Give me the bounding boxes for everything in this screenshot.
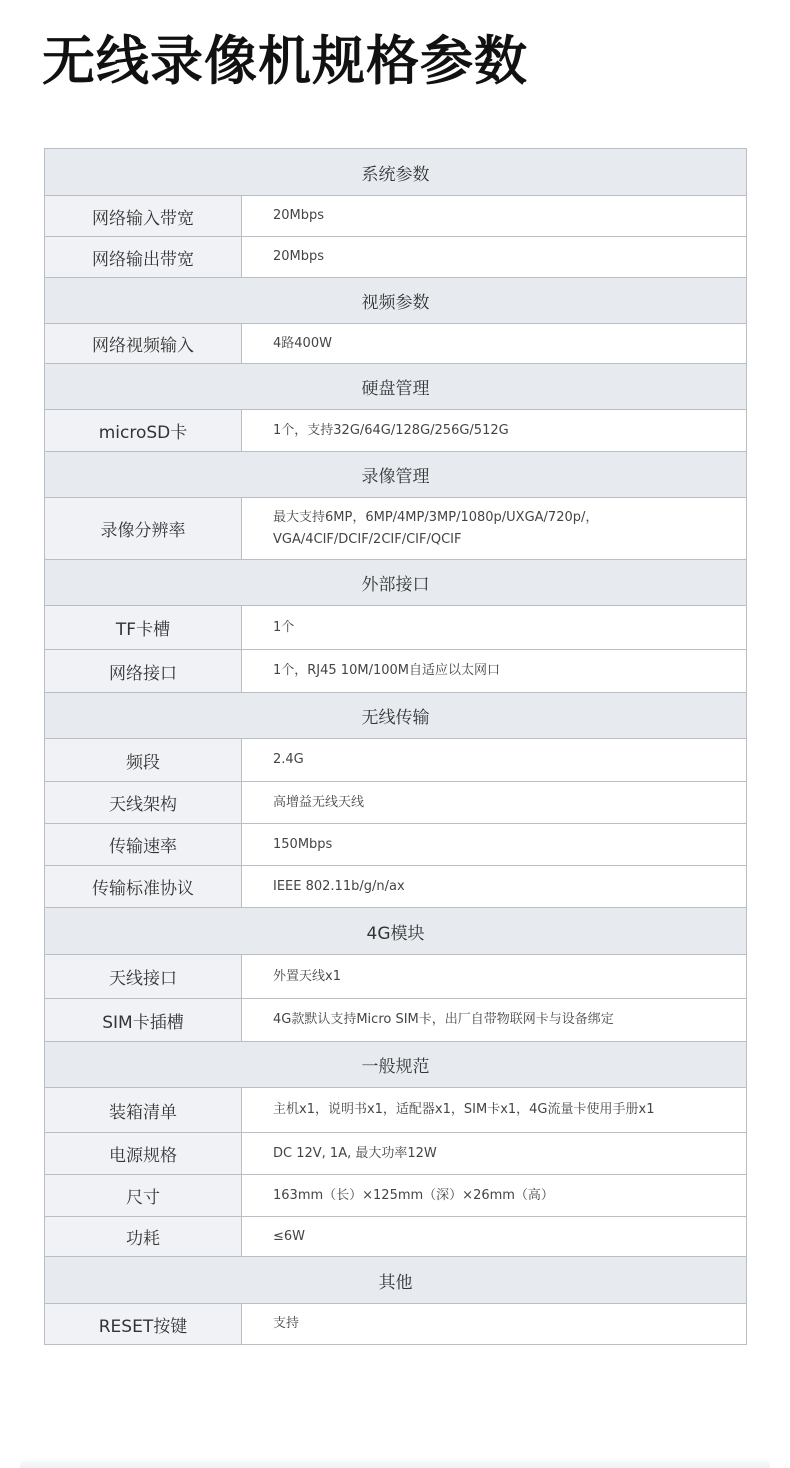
row-value: 2.4G	[242, 739, 747, 782]
table-row	[45, 955, 747, 999]
table-row	[45, 650, 747, 693]
table-row	[45, 1175, 747, 1217]
table-row	[45, 498, 747, 560]
row-value: 20Mbps	[242, 237, 747, 278]
table-row	[45, 782, 747, 824]
bottom-decoration	[20, 1458, 770, 1468]
row-value: 1个，支持32G/64G/128G/256G/512G	[242, 410, 747, 452]
row-label: 装箱清单	[45, 1088, 242, 1133]
row-value	[242, 498, 747, 560]
table-row	[45, 1133, 747, 1175]
section-header: 视频参数	[45, 278, 747, 324]
row-value: 150Mbps	[242, 824, 747, 866]
row-value: 支持	[242, 1304, 747, 1345]
row-value: 4G款默认支持Micro SIM卡，出厂自带物联网卡与设备绑定	[242, 999, 747, 1042]
row-label: 录像分辨率	[45, 498, 242, 560]
table-row	[45, 999, 747, 1042]
table-row	[45, 1088, 747, 1133]
row-value-line: 最大支持6MP，6MP/4MP/3MP/1080p/UXGA/720p/，	[273, 509, 599, 525]
section-header-row	[45, 1042, 747, 1088]
section-header-row	[45, 693, 747, 739]
table-row	[45, 237, 747, 278]
row-label: 网络输出带宽	[45, 237, 242, 278]
row-value: ≤6W	[242, 1217, 747, 1257]
row-value-line: VGA/4CIF/DCIF/2CIF/CIF/QCIF	[273, 531, 462, 547]
table-row	[45, 410, 747, 452]
row-value: 1个	[242, 606, 747, 650]
table-row	[45, 606, 747, 650]
section-header: 4G模块	[45, 908, 747, 955]
row-label: SIM卡插槽	[45, 999, 242, 1042]
row-label: 天线接口	[45, 955, 242, 999]
row-value: DC 12V, 1A, 最大功率12W	[242, 1133, 747, 1175]
row-label: RESET按键	[45, 1304, 242, 1345]
section-header: 录像管理	[45, 452, 747, 498]
table-row	[45, 1217, 747, 1257]
row-label: 电源规格	[45, 1133, 242, 1175]
row-label: 网络输入带宽	[45, 196, 242, 237]
row-label: 网络接口	[45, 650, 242, 693]
section-header: 一般规范	[45, 1042, 747, 1088]
row-value: 外置天线x1	[242, 955, 747, 999]
page-title: 无线录像机规格参数	[42, 31, 528, 92]
row-label: 天线架构	[45, 782, 242, 824]
section-header-row	[45, 560, 747, 606]
section-header-row	[45, 452, 747, 498]
table-row	[45, 824, 747, 866]
section-header: 无线传输	[45, 693, 747, 739]
section-header: 硬盘管理	[45, 364, 747, 410]
table-row	[45, 1304, 747, 1345]
row-label: 频段	[45, 739, 242, 782]
row-value: 主机x1，说明书x1，适配器x1，SIM卡x1，4G流量卡使用手册x1	[242, 1088, 747, 1133]
row-value: 20Mbps	[242, 196, 747, 237]
row-value: 1个，RJ45 10M/100M自适应以太网口	[242, 650, 747, 693]
table-row	[45, 324, 747, 364]
table-row	[45, 866, 747, 908]
section-header: 系统参数	[45, 149, 747, 196]
section-header-row	[45, 149, 747, 196]
section-header-row	[45, 908, 747, 955]
section-header: 外部接口	[45, 560, 747, 606]
row-value: 163mm（长）×125mm（深）×26mm（高）	[242, 1175, 747, 1217]
section-header-row	[45, 1257, 747, 1304]
section-header: 其他	[45, 1257, 747, 1304]
section-header-row	[45, 364, 747, 410]
row-label: 传输速率	[45, 824, 242, 866]
row-value: 4路400W	[242, 324, 747, 364]
row-label: 尺寸	[45, 1175, 242, 1217]
row-label: TF卡槽	[45, 606, 242, 650]
section-header-row	[45, 278, 747, 324]
row-label: microSD卡	[45, 410, 242, 452]
row-label: 网络视频输入	[45, 324, 242, 364]
table-row	[45, 196, 747, 237]
spec-table	[44, 148, 747, 1345]
row-value: IEEE 802.11b/g/n/ax	[242, 866, 747, 908]
row-value: 高增益无线天线	[242, 782, 747, 824]
table-row	[45, 739, 747, 782]
row-label: 功耗	[45, 1217, 242, 1257]
row-label: 传输标准协议	[45, 866, 242, 908]
